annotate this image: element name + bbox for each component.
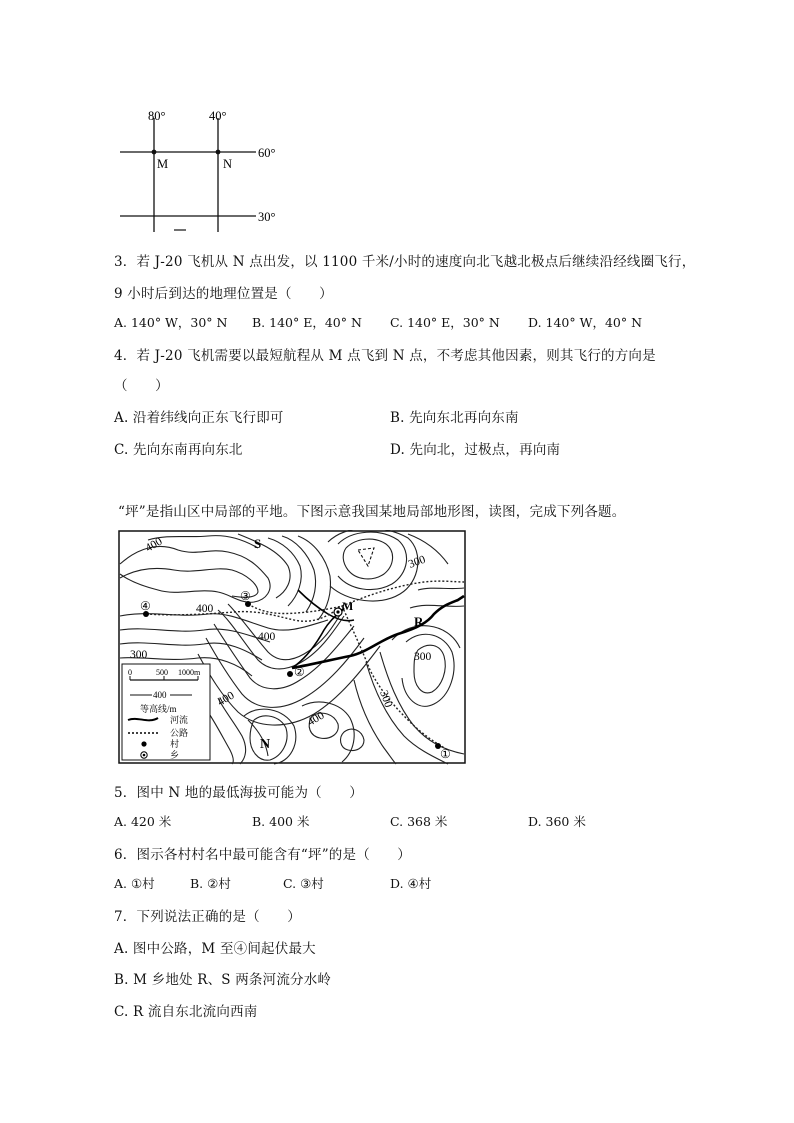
lat-label-30: 30° bbox=[258, 210, 276, 224]
village-label-4: ④ bbox=[140, 599, 151, 613]
contour-label-9: 400 bbox=[305, 709, 327, 729]
contour-label-4: 400 bbox=[258, 631, 276, 643]
map-legend bbox=[122, 664, 210, 760]
contour-label-8: 300 bbox=[414, 651, 432, 663]
map-label-m: M bbox=[342, 599, 354, 613]
legend-contour-sample: 400 bbox=[153, 690, 167, 700]
section-intro: “坪”是指山区中局部的平地。下图示意我国某地局部地形图，读图，完成下列各题。 bbox=[118, 504, 626, 520]
village-label-2: ② bbox=[294, 665, 305, 679]
q6-option-b: B. ②村 bbox=[190, 876, 231, 891]
q7-option-c: C. R 流自东北流向西南 bbox=[114, 1004, 258, 1020]
point-m-dot bbox=[152, 150, 157, 155]
legend-village: 村 bbox=[170, 739, 180, 749]
q3-stem-line1: 3．若 J-20 飞机从 N 点出发，以 1100 千米/小时的速度向北飞越北极点后继续沿经线圈飞行， bbox=[114, 254, 696, 270]
latlon-grid-figure bbox=[110, 100, 310, 240]
map-label-n: N bbox=[260, 737, 271, 752]
contour-label-1: 400 bbox=[143, 535, 165, 555]
q6-option-d: D. ④村 bbox=[390, 876, 432, 891]
contour-label-2: 300 bbox=[406, 553, 428, 571]
q3-option-d: D. 140° W，40° N bbox=[528, 315, 643, 330]
point-n-label: N bbox=[223, 157, 233, 171]
point-n-dot bbox=[216, 150, 221, 155]
q4-stem-line1: 4．若 J-20 飞机需要以最短航程从 M 点飞到 N 点，不考虑其他因素，则其飞行的方向是 bbox=[114, 348, 656, 364]
topographic-map bbox=[118, 530, 468, 766]
q3-stem-line2: 9 小时后到达的地理位置是（ ） bbox=[114, 286, 333, 302]
q5-option-d: D. 360 米 bbox=[528, 814, 586, 829]
legend-river: 河流 bbox=[170, 715, 189, 725]
legend-contour-text: 等高线/m bbox=[140, 704, 177, 714]
village-label-1: ① bbox=[440, 747, 451, 761]
q5-stem: 5．图中 N 地的最低海拔可能为（ ） bbox=[114, 785, 363, 801]
q7-option-b: B. M 乡地处 R、S 两条河流分水岭 bbox=[114, 972, 332, 988]
legend-scale-0: 0 bbox=[128, 668, 132, 677]
q6-stem: 6．图示各村村名中最可能含有“坪”的是（ ） bbox=[114, 847, 411, 863]
q5-option-a: A. 420 米 bbox=[114, 814, 172, 829]
q4-stem-line2: （ ） bbox=[114, 378, 169, 394]
q3-option-c: C. 140° E，30° N bbox=[390, 315, 500, 330]
contour-label-7: 300 bbox=[377, 688, 395, 710]
q3-option-a: A. 140° W，30° N bbox=[114, 315, 228, 330]
q4-option-d: D. 先向北，过极点，再向南 bbox=[390, 442, 561, 458]
q4-option-b: B. 先向东北再向东南 bbox=[390, 410, 519, 426]
q4-option-c: C. 先向东南再向东北 bbox=[114, 442, 243, 458]
legend-scale-500: 500 bbox=[156, 668, 168, 677]
q7-option-a: A. 图中公路，M 至④间起伏最大 bbox=[114, 941, 316, 957]
lat-label-60: 60° bbox=[258, 146, 276, 160]
village-2-dot bbox=[287, 671, 293, 677]
q5-option-c: C. 368 米 bbox=[390, 814, 448, 829]
q4-option-a: A. 沿着纬线向正东飞行即可 bbox=[114, 410, 284, 426]
q3-option-b: B. 140° E，40° N bbox=[252, 315, 362, 330]
q7-stem: 7．下列说法正确的是（ ） bbox=[114, 909, 301, 925]
lon-label-40: 40° bbox=[209, 109, 227, 123]
contour-label-3: 400 bbox=[196, 603, 214, 615]
contour-label-6: 400 bbox=[215, 689, 237, 709]
map-label-r: R bbox=[414, 614, 424, 629]
township-m-symbol-inner bbox=[336, 610, 339, 613]
village-label-3: ③ bbox=[240, 589, 251, 603]
q6-option-c: C. ③村 bbox=[283, 876, 324, 891]
legend-township: 乡 bbox=[170, 750, 180, 760]
legend-road: 公路 bbox=[170, 728, 189, 738]
map-label-s: S bbox=[254, 536, 262, 551]
contour-label-5: 300 bbox=[130, 649, 148, 661]
legend-scale-1000m: 1000m bbox=[178, 668, 201, 677]
q5-option-b: B. 400 米 bbox=[252, 814, 310, 829]
point-m-label: M bbox=[157, 157, 169, 171]
lon-label-80: 80° bbox=[148, 109, 166, 123]
q6-option-a: A. ①村 bbox=[114, 876, 155, 891]
